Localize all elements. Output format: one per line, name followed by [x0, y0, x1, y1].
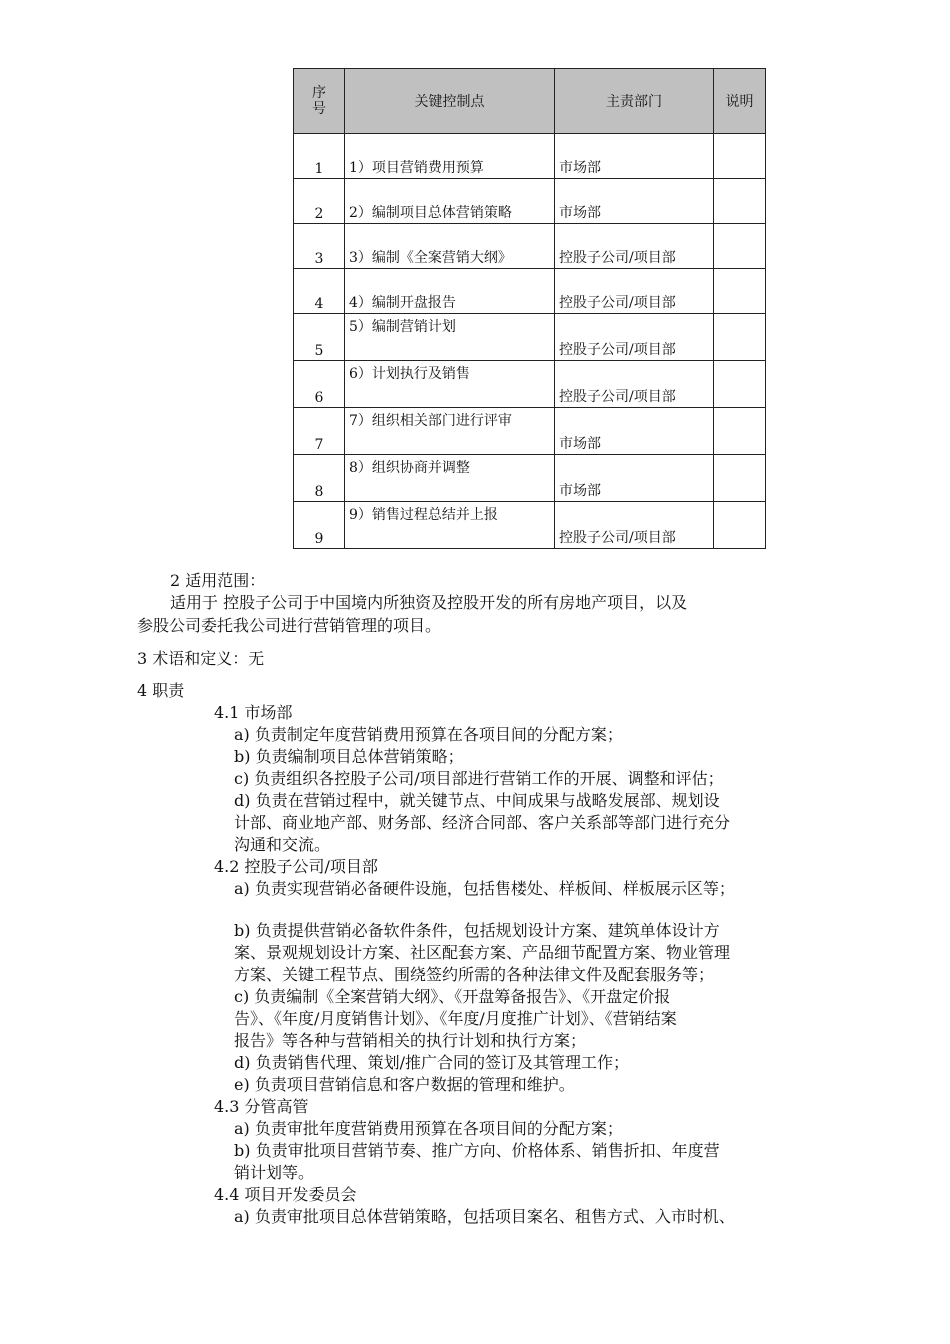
table-row: [294, 269, 766, 314]
row-number: 2: [294, 179, 345, 224]
control-point: 1）项目营销费用预算: [345, 134, 555, 179]
section-4-4-title: 4.4 项目开发委员会: [214, 1185, 357, 1204]
list-item: a) 负责审批项目总体营销策略，包括项目案名、租售方式、入市时机、: [234, 1207, 735, 1226]
row-number: 9: [294, 502, 345, 549]
control-point: 7）组织相关部门进行评审: [345, 408, 555, 455]
list-item: b) 负责编制项目总体营销策略；: [234, 747, 464, 766]
section-4-2-title: 4.2 控股子公司/项目部: [214, 857, 378, 876]
row-number: 1: [294, 134, 345, 179]
department: 市场部: [555, 179, 714, 224]
row-number: 3: [294, 224, 345, 269]
control-point: 9）销售过程总结并上报: [345, 502, 555, 549]
list-item: b) 负责审批项目营销节奏、推广方向、价格体系、销售折扣、年度营: [234, 1141, 720, 1160]
section-4-title: 4 职责: [137, 681, 185, 700]
note: [714, 179, 766, 224]
table-row: [294, 361, 766, 408]
section-2-paragraph: 适用于 控股子公司于中国境内所独资及控股开发的所有房地产项目，以及: [170, 593, 688, 612]
note: [714, 455, 766, 502]
department: 市场部: [555, 134, 714, 179]
list-item-cont: 案、景观规划设计方案、社区配套方案、产品细节配置方案、物业管理: [234, 943, 731, 962]
control-point: 6）计划执行及销售: [345, 361, 555, 408]
list-item: a) 负责审批年度营销费用预算在各项目间的分配方案；: [234, 1119, 623, 1138]
control-point: 2）编制项目总体营销策略: [345, 179, 555, 224]
department: 控股子公司/项目部: [555, 269, 714, 314]
note: [714, 269, 766, 314]
section-2-title: 2 适用范围：: [170, 571, 266, 590]
department: 控股子公司/项目部: [555, 314, 714, 361]
header-department: 主责部门: [555, 69, 714, 134]
list-item-cont: 沟通和交流。: [234, 835, 331, 854]
list-item: d) 负责销售代理、策划/推广合同的签订及其管理工作；: [234, 1053, 629, 1072]
note: [714, 361, 766, 408]
list-item: c) 负责组织各控股子公司/项目部进行营销工作的开展、调整和评估；: [234, 769, 724, 788]
control-point: 4）编制开盘报告: [345, 269, 555, 314]
row-number: 4: [294, 269, 345, 314]
table-header-row: [294, 69, 766, 134]
table-row: [294, 134, 766, 179]
department: 市场部: [555, 408, 714, 455]
list-item-cont: 计部、商业地产部、财务部、经济合同部、客户关系部等部门进行充分: [234, 813, 731, 832]
list-item-cont: 报告》等各种与营销相关的执行计划和执行方案；: [234, 1031, 587, 1050]
table-row: [294, 502, 766, 549]
control-point: 8）组织协商并调整: [345, 455, 555, 502]
header-seq: 序 号: [294, 69, 345, 134]
row-number: 5: [294, 314, 345, 361]
control-point: 5）编制营销计划: [345, 314, 555, 361]
row-number: 8: [294, 455, 345, 502]
control-point: 3）编制《全案营销大纲》: [345, 224, 555, 269]
table-row: [294, 408, 766, 455]
note: [714, 408, 766, 455]
table-row: [294, 455, 766, 502]
section-2-paragraph-cont: 参股公司委托我公司进行营销管理的项目。: [137, 616, 442, 635]
note: [714, 314, 766, 361]
list-item: d) 负责在营销过程中，就关键节点、中间成果与战略发展部、规划设: [234, 791, 720, 810]
header-note: 说明: [714, 69, 766, 134]
list-item: e) 负责项目营销信息和客户数据的管理和维护。: [234, 1075, 575, 1094]
department: 控股子公司/项目部: [555, 361, 714, 408]
list-item: b) 负责提供营销必备软件条件，包括规划设计方案、建筑单体设计方: [234, 921, 720, 940]
list-item-cont: 方案、关键工程节点、围绕签约所需的各种法律文件及配套服务等；: [234, 965, 715, 984]
list-item-cont: 销计划等。: [234, 1163, 315, 1182]
list-item: a) 负责制定年度营销费用预算在各项目间的分配方案；: [234, 725, 623, 744]
note: [714, 224, 766, 269]
header-control-point: 关键控制点: [345, 69, 555, 134]
list-item-cont: 告》、《年度/月度销售计划》、《年度/月度推广计划》、《营销结案: [234, 1009, 677, 1028]
note: [714, 134, 766, 179]
table-row: [294, 224, 766, 269]
section-4-1-title: 4.1 市场部: [214, 703, 293, 722]
list-item: c) 负责编制《全案营销大纲》、《开盘筹备报告》、《开盘定价报: [234, 987, 671, 1006]
department: 控股子公司/项目部: [555, 224, 714, 269]
list-item: a) 负责实现营销必备硬件设施，包括售楼处、样板间、样板展示区等；: [234, 879, 735, 898]
table-row: [294, 179, 766, 224]
section-4-3-title: 4.3 分管高管: [214, 1097, 309, 1116]
row-number: 6: [294, 361, 345, 408]
department: 市场部: [555, 455, 714, 502]
note: [714, 502, 766, 549]
section-3-title: 3 术语和定义：无: [137, 649, 265, 668]
table-row: [294, 314, 766, 361]
key-control-table: [293, 68, 766, 549]
department: 控股子公司/项目部: [555, 502, 714, 549]
row-number: 7: [294, 408, 345, 455]
